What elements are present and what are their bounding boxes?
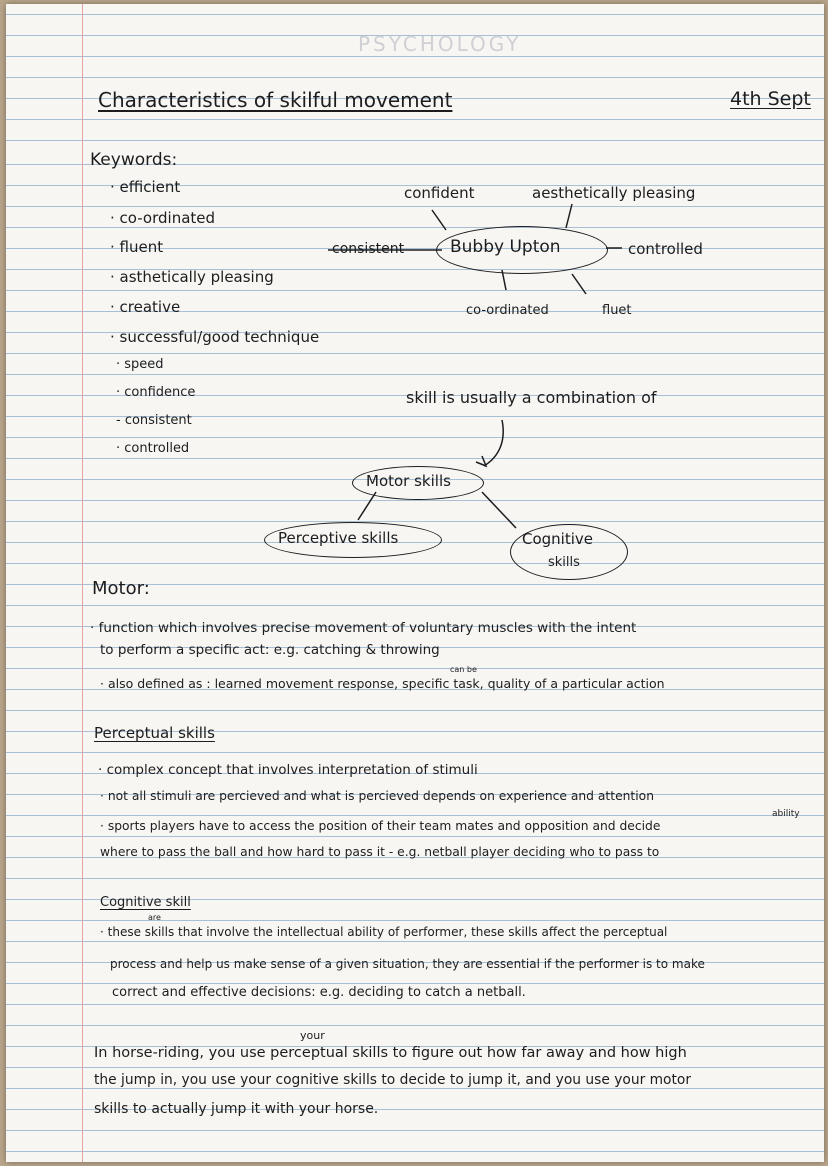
keyword-item: · co-ordinated bbox=[110, 209, 216, 227]
keyword-item: - consistent bbox=[116, 413, 192, 428]
perceptual-line-2-note: ability bbox=[772, 809, 800, 819]
keyword-item: · efficient bbox=[110, 178, 181, 196]
cognitive-line-3: correct and effective decisions: e.g. deciding to catch a netball. bbox=[112, 985, 526, 1000]
motor-line-1: · function which involves precise movement of voluntary muscles with the intent bbox=[90, 620, 637, 636]
summary-note: your bbox=[300, 1029, 325, 1042]
keyword-item: · controlled bbox=[116, 441, 190, 456]
summary-line-3: skills to actually jump it with your horse. bbox=[94, 1101, 379, 1117]
motor-line-3-note: can be bbox=[450, 665, 477, 674]
cognitive-line-1: · these skills that involve the intellectual ability of performer, these skills affect the perceptual bbox=[100, 925, 668, 939]
perceptive-skills-label: Perceptive skills bbox=[278, 529, 399, 547]
mindmap-spoke-right: controlled bbox=[628, 240, 703, 258]
mindmap-spoke-left: consistent bbox=[332, 241, 405, 257]
perceptual-line-2: · not all stimuli are percieved and what is percieved depends on experience and attention bbox=[100, 789, 654, 803]
cognitive-line-2: process and help us make sense of a given situation, they are essential if the performer is to make bbox=[110, 957, 705, 971]
perceptual-line-4: where to pass the ball and how hard to pass it - e.g. netball player deciding who to pass to bbox=[100, 845, 660, 859]
motor-line-3: · also defined as : learned movement response, specific task, quality of a particular action bbox=[100, 676, 665, 691]
keyword-item: · speed bbox=[116, 357, 164, 372]
keyword-item: · creative bbox=[110, 298, 181, 316]
notebook-page bbox=[6, 4, 824, 1162]
keywords-heading: Keywords: bbox=[90, 150, 178, 170]
keyword-item: · successful/good technique bbox=[110, 328, 320, 346]
cognitive-skills-label-1: Cognitive bbox=[522, 530, 594, 548]
cognitive-line-1-note: are bbox=[148, 913, 161, 922]
ghost-heading: PSYCHOLOGY bbox=[358, 32, 522, 56]
motor-line-2: to perform a specific act: e.g. catching & throwing bbox=[100, 642, 440, 658]
page-date: 4th Sept bbox=[730, 88, 811, 110]
mindmap-spoke-top-left: confident bbox=[404, 184, 475, 202]
diagram-connector-lines bbox=[6, 4, 824, 604]
perceptual-line-1: · complex concept that involves interpretation of stimuli bbox=[98, 762, 478, 778]
perceptual-line-3: · sports players have to access the position of their team mates and opposition and decide bbox=[100, 819, 661, 833]
page-title: Characteristics of skilful movement bbox=[98, 88, 453, 112]
mindmap-center-label: Bubby Upton bbox=[450, 237, 561, 257]
perceptual-heading: Perceptual skills bbox=[94, 724, 215, 742]
cognitive-heading: Cognitive skill bbox=[100, 895, 191, 910]
summary-line-2: the jump in, you use your cognitive skills to decide to jump it, and you use your motor bbox=[94, 1072, 692, 1088]
cognitive-skills-label-2: skills bbox=[548, 555, 580, 570]
skills-intro: skill is usually a combination of bbox=[406, 388, 657, 407]
summary-line-1: In horse-riding, you use perceptual skills to figure out how far away and how high bbox=[94, 1045, 687, 1061]
mindmap-spoke-bottom-left: co-ordinated bbox=[466, 303, 549, 318]
keyword-item: · fluent bbox=[110, 238, 164, 256]
motor-heading: Motor: bbox=[92, 578, 150, 599]
keyword-item: · confidence bbox=[116, 385, 196, 400]
motor-skills-label: Motor skills bbox=[366, 472, 451, 490]
mindmap-spoke-bottom-right: fluet bbox=[602, 303, 632, 318]
mindmap-spoke-top-right: aesthetically pleasing bbox=[532, 184, 696, 202]
keyword-item: · asthetically pleasing bbox=[110, 268, 274, 286]
